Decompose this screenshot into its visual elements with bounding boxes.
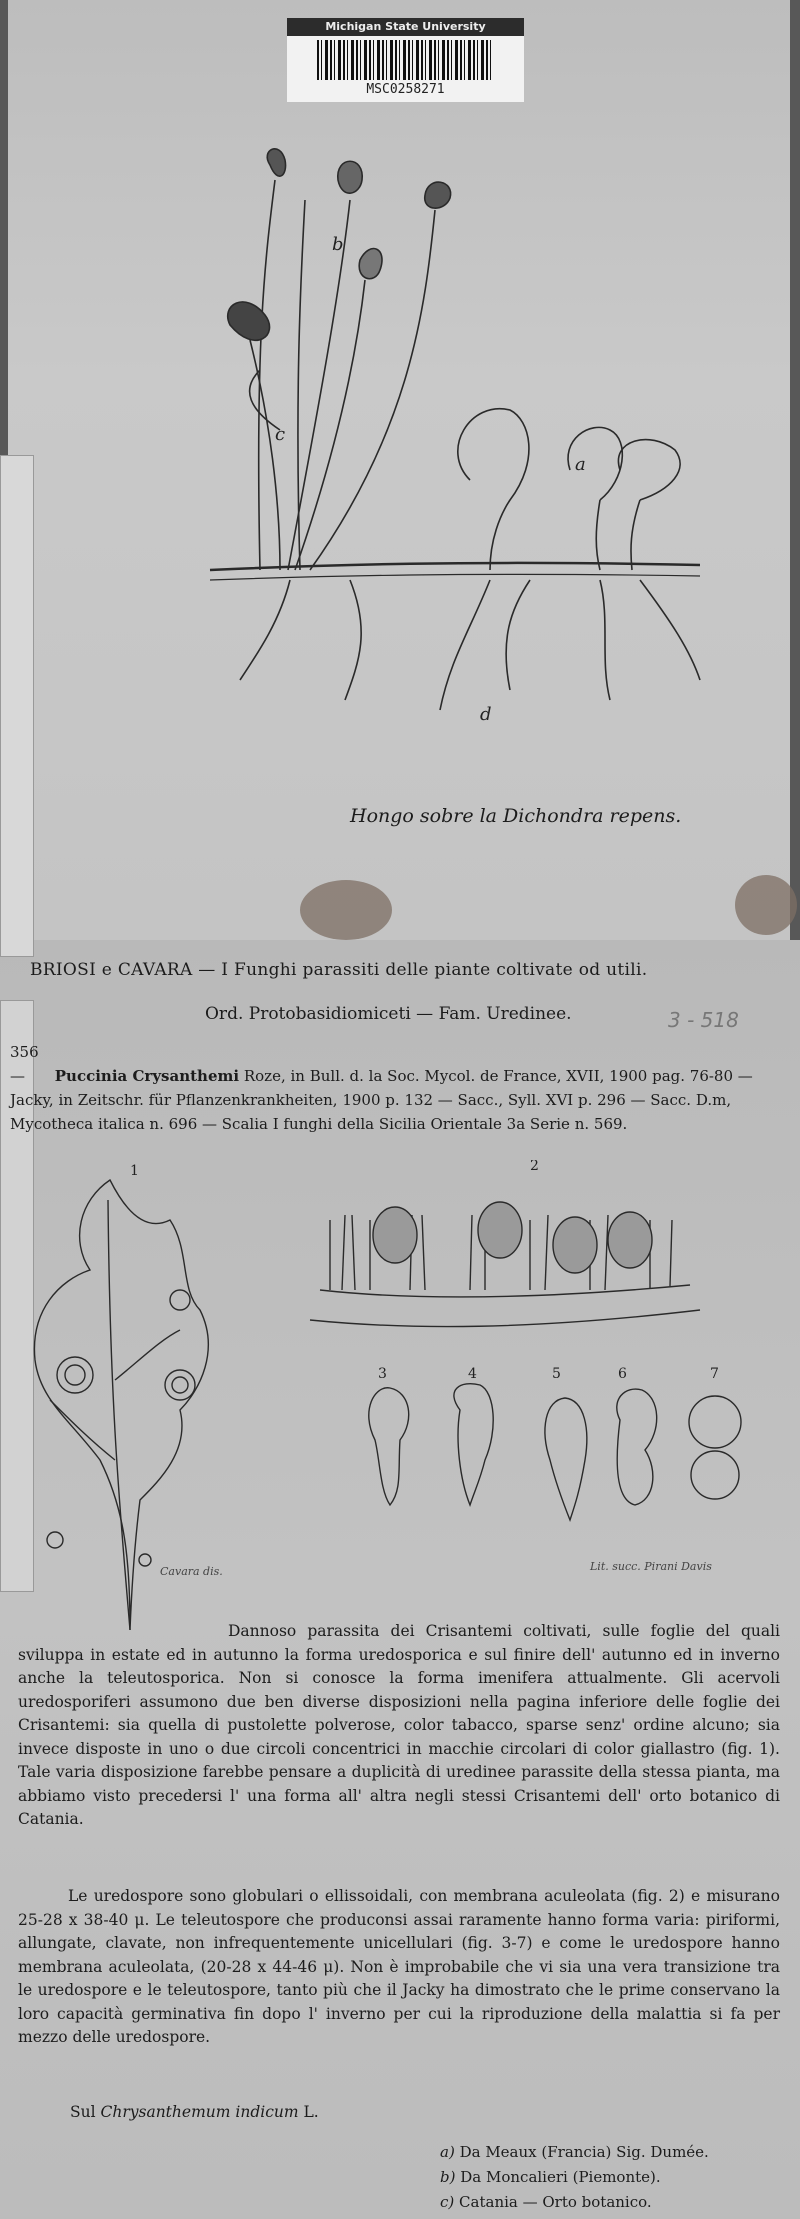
artist-signature: Cavara dis. <box>160 1565 223 1578</box>
host-prefix: Sul <box>70 2103 96 2121</box>
fig-label-7: 7 <box>710 1366 719 1382</box>
fig-label-2: 2 <box>530 1160 539 1174</box>
barcode-label <box>287 18 524 102</box>
fig-top-label-c: c <box>275 424 286 445</box>
fig-top-label-b: b <box>332 234 344 255</box>
fig-label-1: 1 <box>130 1163 139 1179</box>
description-paragraph-2: Le uredospore sono globulari o ellissoidali, con membrana aculeolata (fig. 2) e misurano 25-28 x 38-40 μ. Le teleutospore che produconsi assai raramente hanno forma varia: piriformi, allungate, clavate, non infrequentemente unicellulari (fig. 3-7) e come le uredospore hanno membrana aculeolata, (20-28 x 44-46 μ). Non è improbabile che vi sia una vera transizione tra le uredospore e le teleutospore, tanto più che il Jacky ha dimostrato che le prime conservano la loro capacità germinativa fin dopo l' inverno per cui la riproduzione della malattia si fa per mezzo delle uredospore. <box>18 1887 780 2046</box>
taxonomic-order-line: Ord. Protobasidiomiceti — Fam. Uredinee. <box>205 1004 572 1024</box>
host-name: Chrysanthemum indicum <box>100 2103 299 2121</box>
entry-number: 356 — <box>10 1043 39 1085</box>
puccinia-illustration <box>30 1160 750 1630</box>
barcode-specimen-id: MSC0258271 <box>366 82 445 97</box>
locality-item: b) Da Moncalieri (Piemonte). <box>440 2168 661 2186</box>
host-author: L. <box>303 2103 319 2121</box>
fig-top-label-a: a <box>575 454 586 475</box>
fig-label-3: 3 <box>378 1366 387 1382</box>
plate-caption: Hongo sobre la Dichondra repens. <box>350 805 682 827</box>
host-line <box>70 2103 319 2121</box>
fig-top-label-d: d <box>480 704 492 725</box>
dichondra-fungus-illustration <box>170 140 730 780</box>
description-paragraph-1: Dannoso parassita dei Crisantemi coltivati, sulle foglie del quali sviluppa in estate ed in autunno la forma uredosporica e sul finire dell' autunno ed in inverno anche la teleutosporica. Non si conosce la forma imenifera attualmente. Gli acervoli uredosporiferi assumono due ben diverse disposizioni nella pagina inferiore delle foglie dei Crisantemi: sia quella di pustolette polverose, color tabacco, sparse senz' ordine alcuno; sia invece disposte in uno o due circoli concentrici in macchie circolari di color giallastro (fig. 1). Tale varia disposizione farebbe pensare a duplicità di uredinee parassite della stessa pianta, ma abbiamo visto precedersi l' una forma all' altra negli stessi Crisantemi dell' orto botanico di Catania. <box>18 1622 780 1828</box>
handwritten-number: 3 - 518 <box>668 1008 739 1032</box>
locality-item: c) Catania — Orto botanico. <box>440 2193 652 2211</box>
engraver-signature: Lit. succ. Pirani Davis <box>590 1560 712 1573</box>
entry-species-name: Puccinia Crysanthemi <box>54 1067 240 1085</box>
entry-citation: Roze, in Bull. d. la Soc. Mycol. de France, XVII, 1900 pag. 76-80 — Jacky, in Zeitschr. für Pflanzenkrankheiten, 1900 p. 132 — Sacc., Syll. XVI p. 296 — Sacc. D.m, Mycotheca italica n. 696 — Scalia I funghi della Sicilia Orientale 3a Serie n. 569. <box>10 1067 753 1133</box>
glue-stain-right <box>735 875 797 935</box>
fig-label-5: 5 <box>552 1366 561 1382</box>
fig-label-4: 4 <box>468 1366 477 1382</box>
barcode-institution: Michigan State University <box>287 18 524 36</box>
locality-list <box>440 2140 709 2215</box>
locality-item: a) Da Meaux (Francia) Sig. Dumée. <box>440 2143 709 2161</box>
glue-stain-left <box>300 880 392 940</box>
barcode-icon <box>317 40 494 80</box>
folded-paper-edge <box>0 455 34 957</box>
fig-label-6: 6 <box>618 1366 627 1382</box>
species-entry <box>10 1040 770 1136</box>
publication-heading: BRIOSI e CAVARA — I Funghi parassiti delle piante coltivate od utili. <box>30 960 648 980</box>
